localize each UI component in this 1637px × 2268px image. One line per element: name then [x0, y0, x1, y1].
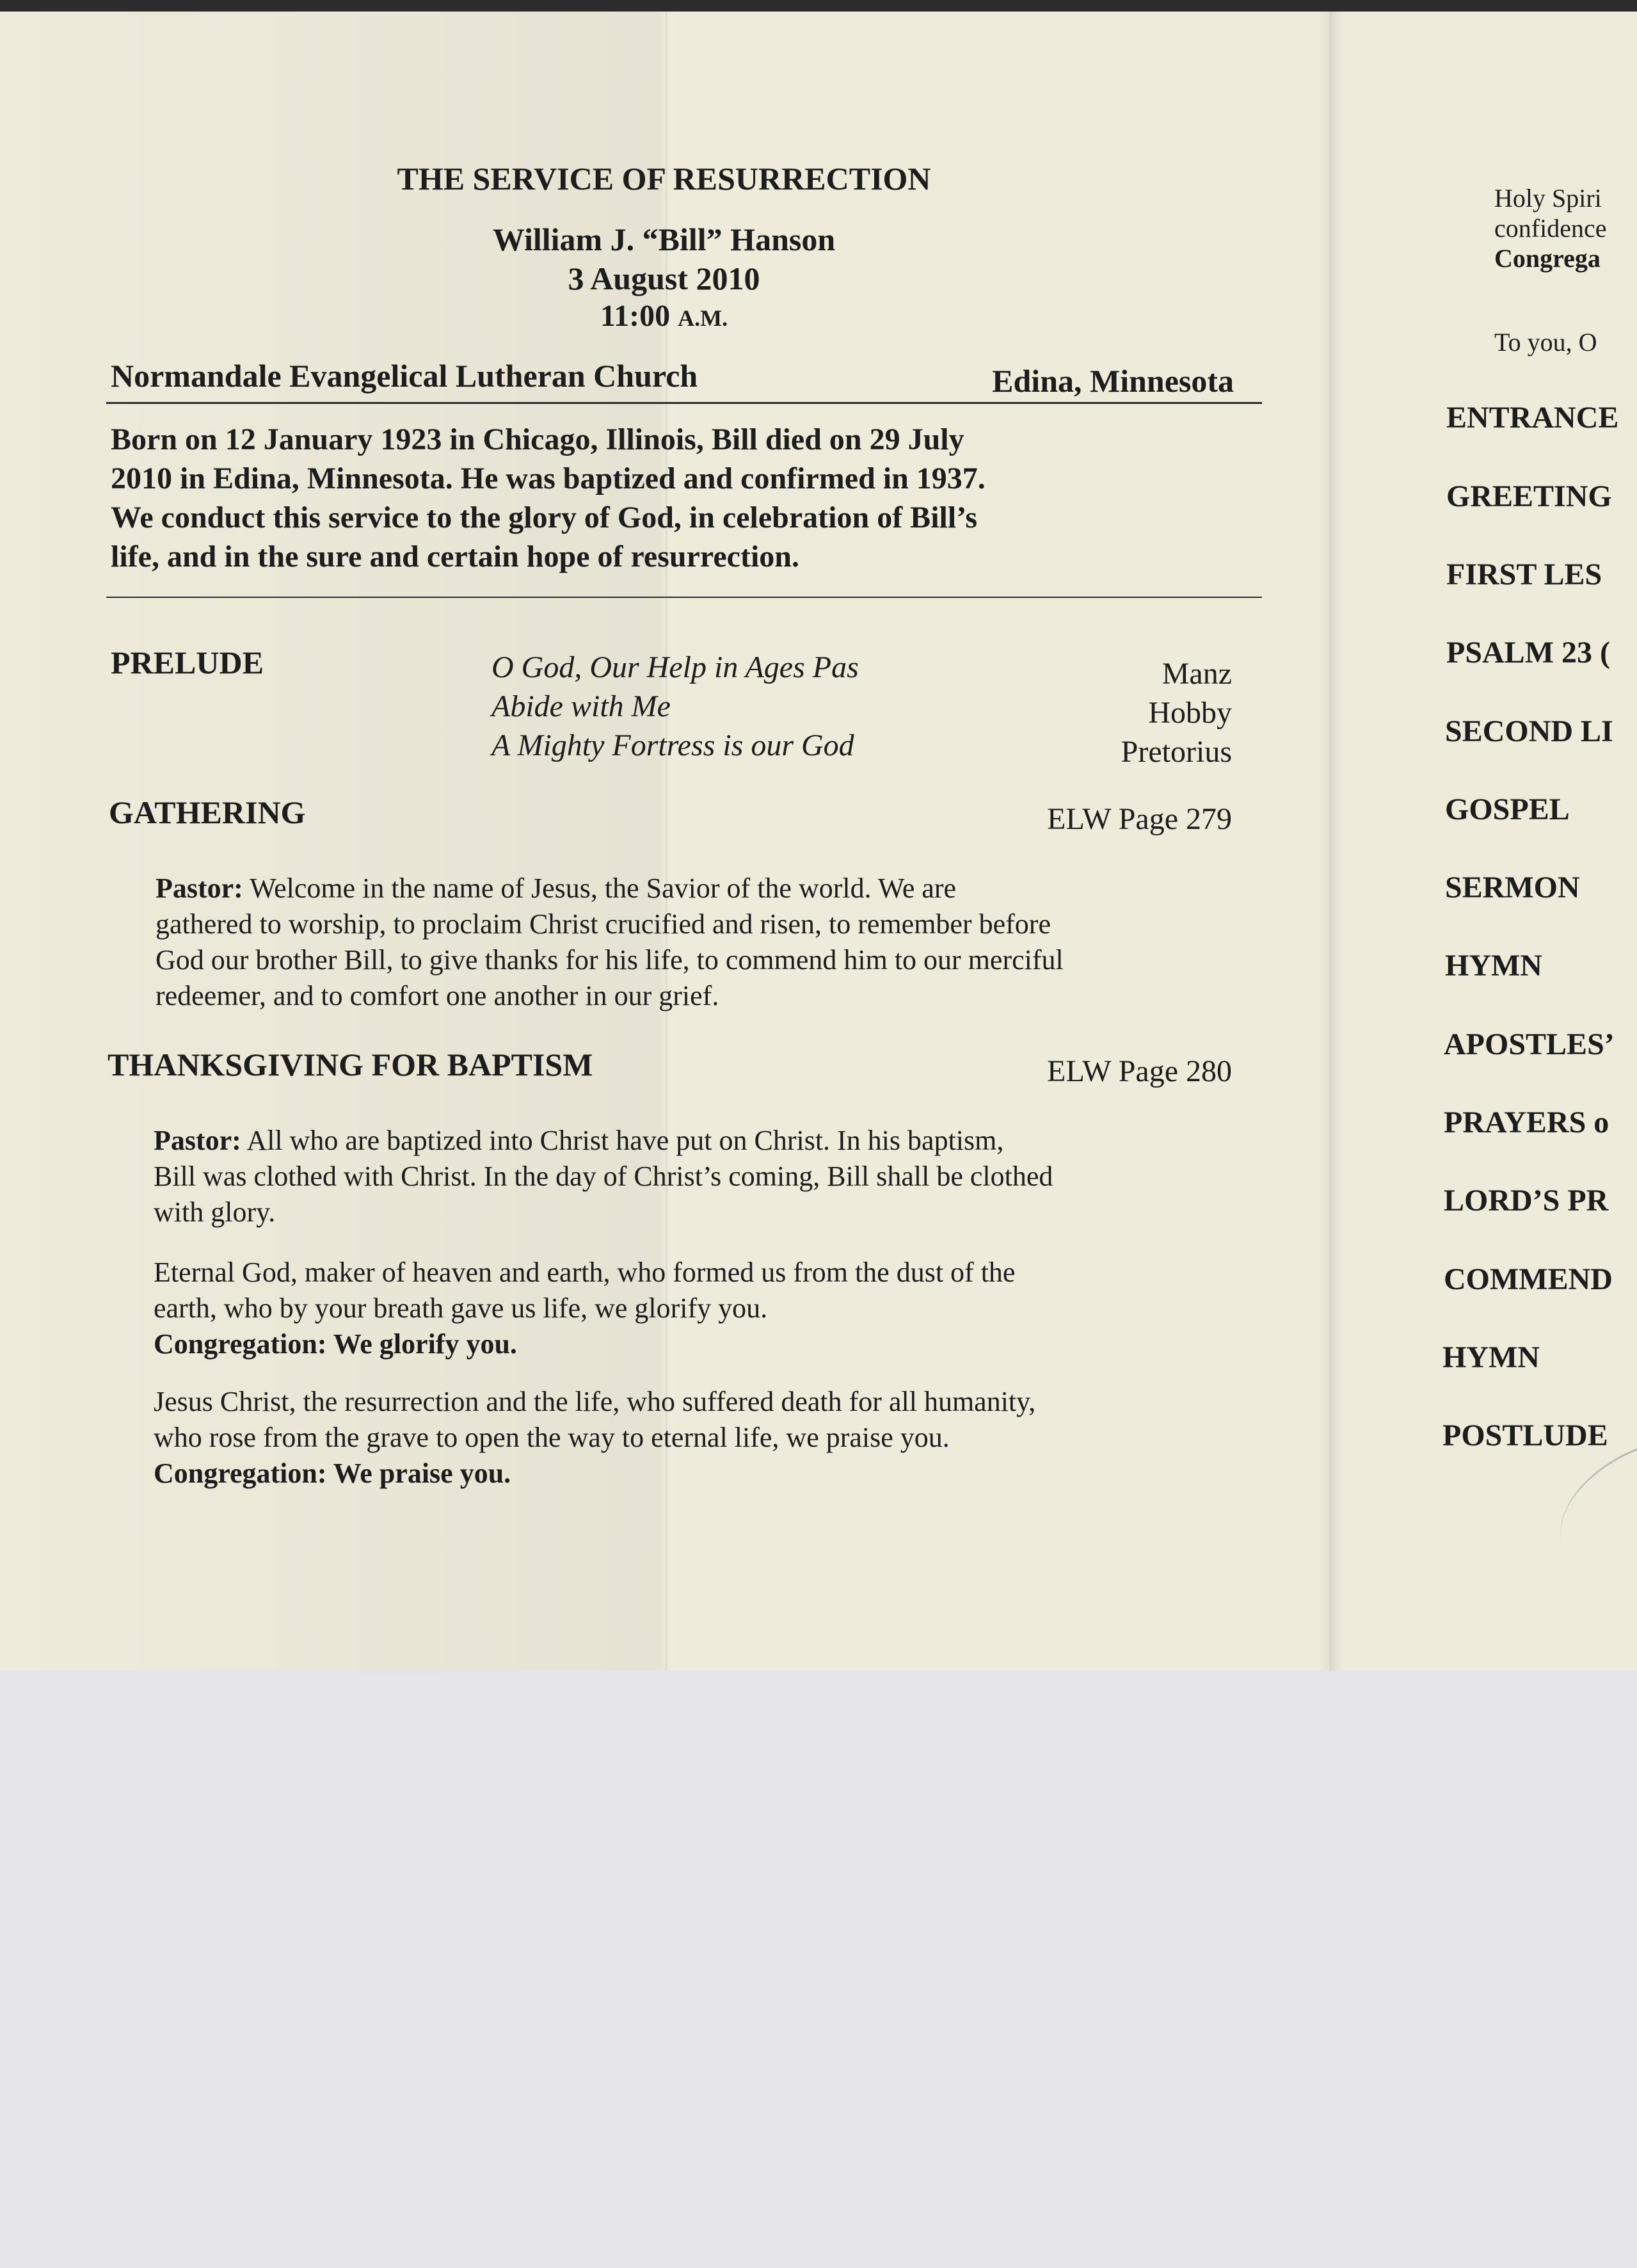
service-time: [384, 298, 944, 334]
prelude-composer: Pretorius: [1121, 735, 1232, 769]
deceased-name: William J. “Bill” Hanson: [492, 221, 836, 257]
service-time-suffix: A.M.: [678, 305, 728, 331]
bio-line: life, and in the sure and certain hope of resurrection.: [111, 540, 799, 574]
church-name: Normandale Evangelical Lutheran Church: [111, 358, 698, 394]
order-item: GOSPEL: [1445, 792, 1570, 826]
fold-line: [1330, 12, 1332, 1671]
bio-line: Born on 12 January 1923 in Chicago, Illinois, Bill died on 29 July: [111, 422, 964, 456]
bio-line: 2010 in Edina, Minnesota. He was baptized and confirmed in 1937.: [111, 462, 986, 495]
order-item: ENTRANCE: [1446, 401, 1619, 435]
prelude-composer: Manz: [1162, 657, 1232, 691]
gathering-line: redeemer, and to comfort one another in our grief.: [156, 980, 719, 1011]
next-page-intro: [1494, 183, 1606, 273]
intro-line: Holy Spiri: [1494, 184, 1602, 213]
service-date: 3 August 2010: [568, 261, 760, 296]
prelude-piece-title: A Mighty Fortress is our God: [491, 728, 854, 762]
baptism-line: Bill was clothed with Christ. In the day of Christ’s coming, Bill shall be clothed: [154, 1161, 1053, 1192]
order-item: SERMON: [1445, 871, 1580, 905]
gathering-line: Welcome in the name of Jesus, the Savior of the world. We are: [250, 873, 957, 904]
order-item: GREETING: [1446, 479, 1612, 513]
litany-line: who rose from the grave to open the way to eternal life, we praise you.: [154, 1422, 950, 1453]
order-item: APOSTLES’: [1444, 1027, 1615, 1061]
gathering-ref: ELW Page 279: [1047, 802, 1232, 836]
baptism-line: All who are baptized into Christ have put on Christ. In his baptism,: [246, 1125, 1004, 1156]
intro-line: confidence: [1494, 214, 1607, 243]
intro-line: Congrega: [1494, 244, 1601, 273]
order-item: COMMEND: [1444, 1262, 1613, 1296]
baptism-line: with glory.: [154, 1196, 276, 1228]
litany-line: Jesus Christ, the resurrection and the life, who suffered death for all humanity,: [154, 1386, 1036, 1417]
litany-line: Eternal God, maker of heaven and earth, who formed us from the dust of the: [154, 1257, 1016, 1288]
order-item: PSALM 23 (: [1446, 636, 1610, 670]
congregation-response: Congregation: We glorify you.: [154, 1328, 517, 1360]
bio-paragraph: [111, 420, 986, 576]
gathering-heading: GATHERING: [109, 794, 306, 830]
service-time-value: 11:00: [600, 299, 671, 333]
to-you-line: To you, O: [1494, 328, 1597, 357]
prelude-composer: Hobby: [1148, 696, 1232, 730]
congregation-response: Congregation: We praise you.: [154, 1458, 511, 1489]
baptism-heading: THANKSGIVING FOR BAPTISM: [108, 1047, 593, 1082]
order-item: PRAYERS o: [1444, 1106, 1609, 1139]
header-rule: [106, 402, 1262, 404]
gathering-line: God our brother Bill, to give thanks for his life, to commend him to our merciful: [156, 944, 1064, 976]
order-item: POSTLUDE: [1442, 1419, 1608, 1452]
order-item: HYMN: [1445, 949, 1542, 983]
bulletin-page: [0, 12, 1637, 1671]
bio-line: We conduct this service to the glory of God, in celebration of Bill’s: [111, 501, 978, 535]
prelude-piece-title: Abide with Me: [491, 689, 671, 723]
baptism-ref: ELW Page 280: [1047, 1054, 1232, 1088]
scan-top-edge: [0, 0, 1637, 12]
order-item: SECOND LI: [1445, 714, 1613, 748]
church-location: Edina, Minnesota: [992, 363, 1234, 399]
order-item: HYMN: [1442, 1340, 1540, 1374]
baptism-litany-2: [154, 1384, 1035, 1492]
gathering-line: gathered to worship, to proclaim Christ crucified and risen, to remember before: [156, 908, 1051, 940]
speaker-label: Pastor:: [154, 1125, 241, 1156]
bio-rule: [106, 597, 1262, 598]
baptism-litany-1: [154, 1255, 1015, 1362]
prelude-titles: [491, 648, 859, 765]
litany-line: earth, who by your breath gave us life, we glorify you.: [154, 1292, 768, 1324]
service-title: THE SERVICE OF RESURRECTION: [397, 161, 931, 197]
speaker-label: Pastor:: [156, 873, 243, 904]
order-item: LORD’S PR: [1444, 1184, 1609, 1218]
next-page-panel: [1440, 12, 1637, 1671]
prelude-piece-title: O God, Our Help in Ages Pas: [491, 650, 859, 684]
prelude-composers: [998, 654, 1232, 771]
baptism-pastor-paragraph: [154, 1123, 1053, 1230]
order-item: FIRST LES: [1446, 558, 1602, 591]
gathering-paragraph: [156, 871, 1064, 1014]
prelude-heading: PRELUDE: [111, 645, 264, 680]
